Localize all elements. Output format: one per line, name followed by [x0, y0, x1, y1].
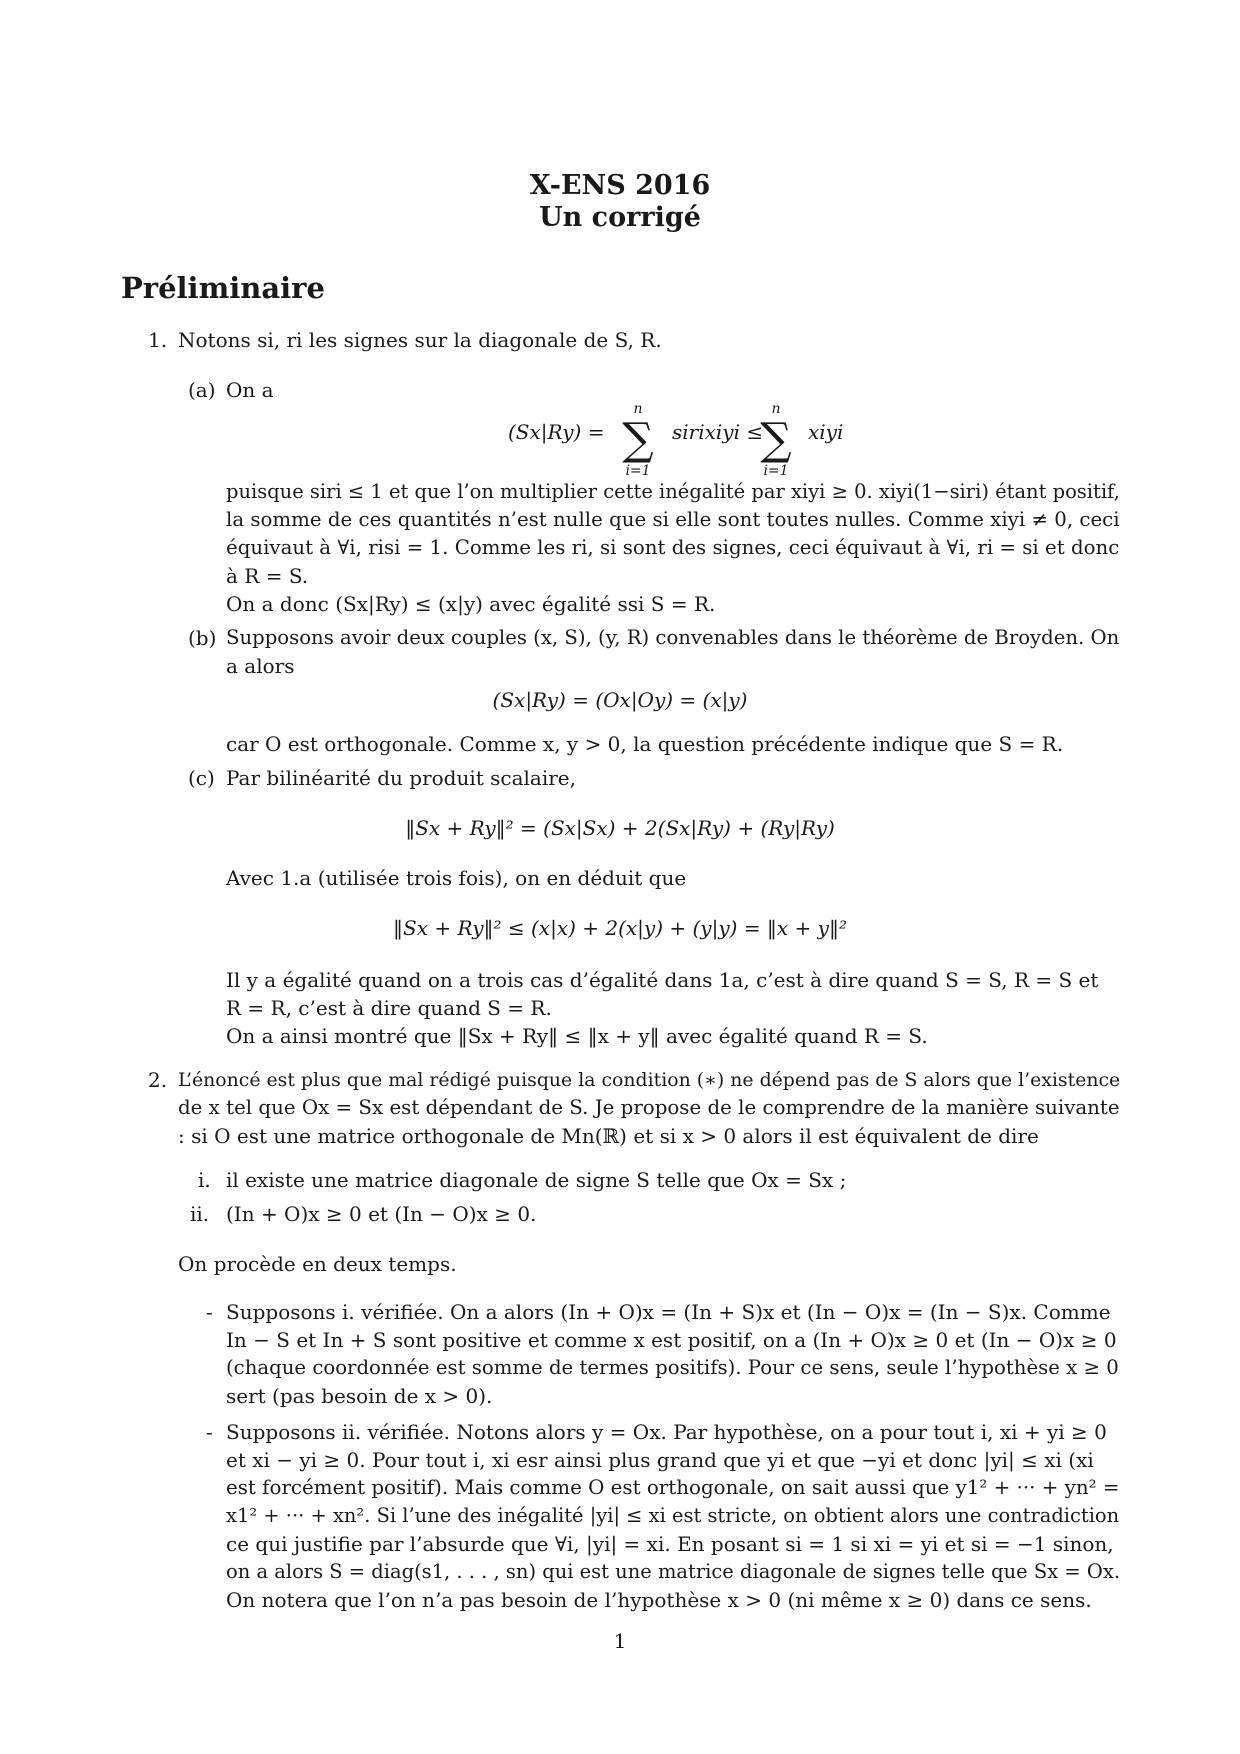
- q1b-label: (b): [188, 626, 217, 650]
- q1c-mid: Avec 1.a (utilisée trois fois), on en déduit que: [226, 866, 687, 890]
- q1b-line-1: Supposons avoir deux couples (x, S), (y, R) convenables dans le théorème de Broyden. On: [226, 626, 1120, 649]
- q1a-eq-rhs: xiyi: [808, 420, 844, 444]
- q1a-intro: On a: [226, 378, 274, 402]
- q2-bullet-1-line-1: Supposons i. vérifiée. On a alors (In + O)x = (In + S)x et (In − O)x = (In − S)x. Comme: [226, 1300, 1111, 1324]
- q2-bullet-2-line-5: ce qui justifie par l’absurde que ∀i, |yi| = xi. En posant si = 1 si xi = yi et si = −1 sinon,: [226, 1532, 1114, 1556]
- q2-bullet-2-line-4: x1² + ··· + xn². Si l’une des inégalité |yi| ≤ xi est stricte, on obtient alors une contradiction: [226, 1504, 1120, 1527]
- q2-line-3: : si O est une matrice orthogonale de Mn(ℝ) et si x > 0 alors il est équivalent de dire: [178, 1124, 1039, 1148]
- q2-item-1-text: il existe une matrice diagonale de signe S telle que Ox = Sx ;: [226, 1168, 847, 1192]
- q1-number: 1.: [148, 328, 168, 352]
- sum-lower-1: i=1: [625, 463, 651, 479]
- q2-item-1-label: i.: [198, 1168, 211, 1192]
- document-subtitle: Un corrigé: [539, 202, 701, 233]
- q2-bullet-2-line-3: est forcément positif). Mais comme O est orthogonale, on sait aussi que y1² + ··· + yn² =: [226, 1476, 1120, 1499]
- q1a-label: (a): [188, 378, 216, 402]
- q2-bullet-2-line-6: on a alors S = diag(s1, . . . , sn) qui est une matrice diagonale de signes telle que Sx = Ox.: [226, 1560, 1121, 1583]
- q2-steps-intro: On procède en deux temps.: [178, 1252, 457, 1276]
- q2-bullet-1-mark: -: [206, 1300, 213, 1324]
- sum-upper-2: n: [771, 401, 781, 417]
- q2-number: 2.: [148, 1068, 168, 1092]
- document-title: X-ENS 2016: [529, 170, 711, 201]
- sigma-icon: ∑: [622, 414, 654, 465]
- q1a-eq-mid: sirixiyi ≤: [672, 420, 764, 444]
- q1a-line-5: On a donc (Sx|Ry) ≤ (x|y) avec égalité ssi S = R.: [226, 592, 716, 616]
- sum-lower-2: i=1: [763, 463, 789, 479]
- q1a-line-3: équivaut à ∀i, risi = 1. Comme les ri, si sont des signes, ceci équivaut à ∀i, ri = si et donc: [226, 536, 1120, 559]
- section-heading: Préliminaire: [121, 271, 325, 305]
- q1c-line-2: R = R, c’est à dire quand S = R.: [226, 996, 552, 1020]
- q1c-equation-1: ‖Sx + Ry‖² = (Sx|Sx) + 2(Sx|Ry) + (Ry|Ry): [405, 816, 835, 840]
- q2-item-2-label: ii.: [190, 1202, 210, 1226]
- q1c-line-3: On a ainsi montré que ‖Sx + Ry‖ ≤ ‖x + y‖ avec égalité quand R = S.: [226, 1024, 928, 1048]
- q1c-line-1: Il y a égalité quand on a trois cas d’égalité dans 1a, c’est à dire quand S = S, R = S et: [226, 968, 1099, 992]
- q1b-equation: (Sx|Ry) = (Ox|Oy) = (x|y): [492, 688, 748, 712]
- q2-bullet-1-line-3: (chaque coordonnée est somme de termes positifs). Pour ce sens, seule l’hypothèse x ≥ 0: [226, 1356, 1119, 1379]
- q1c-equation-2: ‖Sx + Ry‖² ≤ (x|x) + 2(x|y) + (y|y) = ‖x + y‖²: [393, 916, 847, 940]
- q1b-line-2: a alors: [226, 654, 295, 678]
- sum-symbol-1: [608, 400, 668, 480]
- page-number: 1: [613, 1629, 627, 1653]
- sigma-icon: ∑: [760, 414, 792, 465]
- sum-upper-1: n: [633, 401, 643, 417]
- q1a-line-4: à R = S.: [226, 564, 309, 588]
- q1c-label: (c): [188, 766, 215, 790]
- q2-bullet-2-line-1: Supposons ii. vérifiée. Notons alors y = Ox. Par hypothèse, on a pour tout i, xi + yi ≥ 0: [226, 1420, 1107, 1444]
- q1b-after: car O est orthogonale. Comme x, y > 0, la question précédente indique que S = R.: [226, 732, 1064, 756]
- q1c-intro: Par bilinéarité du produit scalaire,: [226, 766, 576, 790]
- sum-symbol-2: [746, 400, 806, 480]
- q2-bullet-1-line-4: sert (pas besoin de x > 0).: [226, 1384, 493, 1408]
- q1-intro: Notons si, ri les signes sur la diagonale de S, R.: [178, 328, 662, 352]
- q1a-line-2: la somme de ces quantités n’est nulle que si elle sont toutes nulles. Comme xiyi ≠ 0, ceci: [226, 508, 1120, 531]
- q2-line-1: L’énoncé est plus que mal rédigé puisque la condition (∗) ne dépend pas de S alors que l’existence: [178, 1069, 1121, 1091]
- q1a-line-1: puisque siri ≤ 1 et que l’on multiplier cette inégalité par xiyi ≥ 0. xiyi(1−siri) étant positif,: [226, 480, 1120, 503]
- q2-bullet-2-line-2: et xi − yi ≥ 0. Pour tout i, xi esr ainsi plus grand que yi et que −yi et donc |yi| ≤ xi (xi: [226, 1448, 1094, 1472]
- q1a-eq-lhs: (Sx|Ry) =: [508, 420, 605, 444]
- q2-bullet-1-line-2: In − S et In + S sont positive et comme x est positif, on a (In + O)x ≥ 0 et (In − O)x ≥ 0: [226, 1328, 1117, 1352]
- q2-bullet-2-mark: -: [206, 1420, 213, 1444]
- q2-line-2: de x tel que Ox = Sx est dépendant de S. Je propose de le comprendre de la manière suivante: [178, 1096, 1120, 1119]
- q2-bullet-2-line-7: On notera que l’on n’a pas besoin de l’hypothèse x > 0 (ni même x ≥ 0) dans ce sens.: [226, 1588, 1092, 1612]
- q2-item-2-text: (In + O)x ≥ 0 et (In − O)x ≥ 0.: [226, 1202, 537, 1226]
